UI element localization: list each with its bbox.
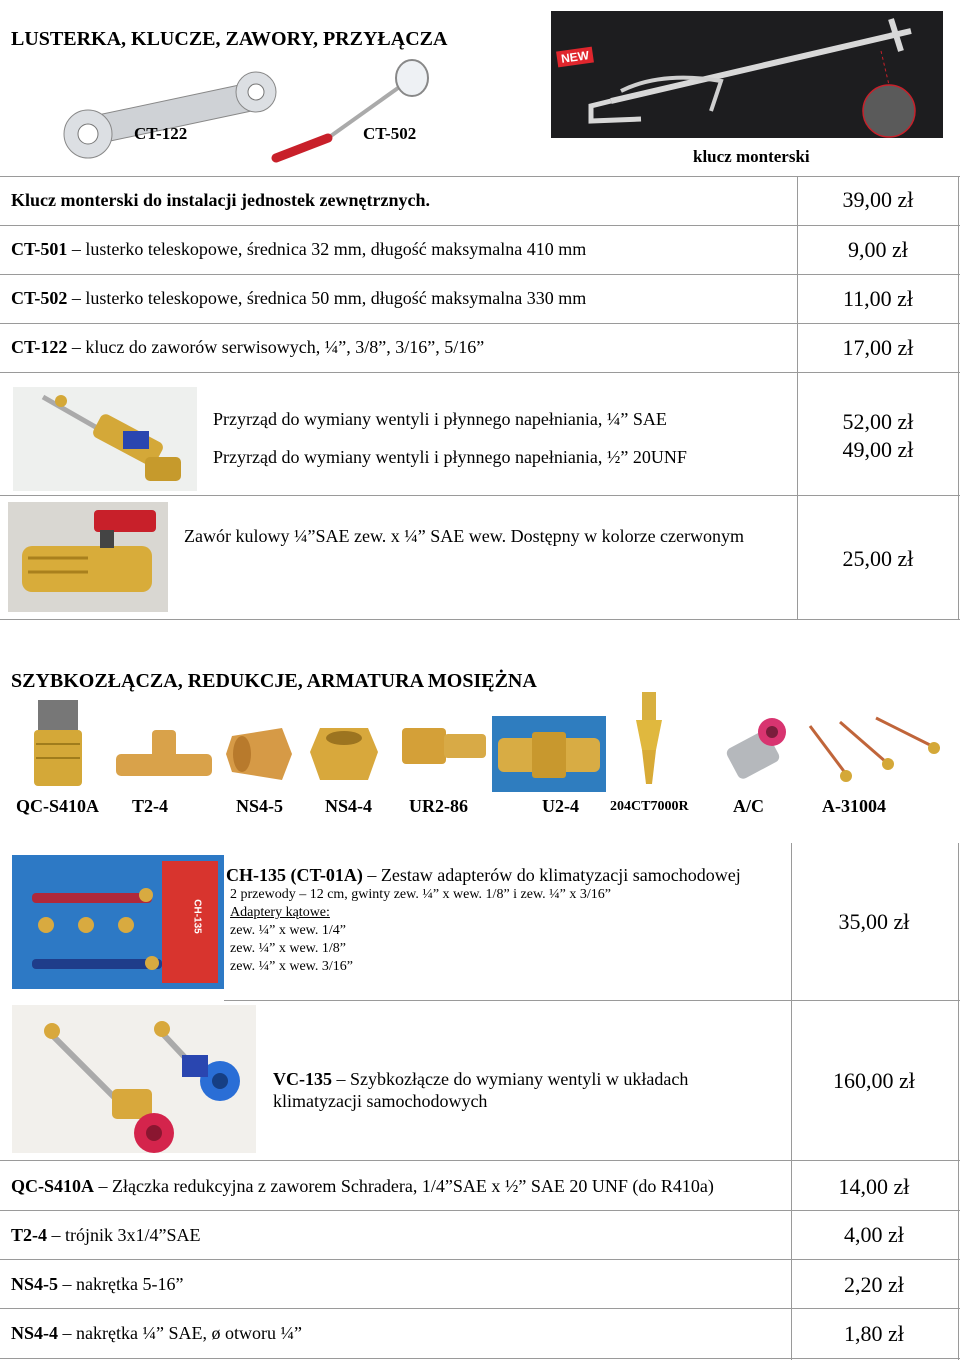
przyrzad-line2: Przyrząd do wymiany wentyli i płynnego napełniania, ½” 20UNF bbox=[213, 447, 687, 467]
ns4-4-code: NS4-4 bbox=[11, 1323, 59, 1343]
ch135-package-label: CH-135 bbox=[191, 899, 203, 934]
vc135-image bbox=[12, 1005, 256, 1153]
204ct7000r-image bbox=[634, 690, 664, 788]
ch135-line5: zew. ¼” x wew. 3/16” bbox=[230, 959, 353, 974]
label-ns4-4: NS4-4 bbox=[325, 796, 373, 816]
a-31004-image bbox=[806, 706, 944, 786]
ch135-title-text: – Zestaw adapterów do klimatyzacji samochodowej bbox=[362, 865, 741, 885]
ns4-5-image bbox=[222, 722, 296, 786]
label-ns4-5: NS4-5 bbox=[236, 796, 284, 816]
przyrzad-line1: Przyrząd do wymiany wentyli i płynnego napełniania, ¼” SAE bbox=[213, 409, 667, 429]
ct501-desc: – lusterko teleskopowe, średnica 32 mm, długość maksymalna 410 mm bbox=[67, 239, 587, 259]
price-ct501: 9,00 zł bbox=[848, 237, 908, 262]
qc-s410a-desc: – Złączka redukcyjna z zaworem Schradera, 1/4”SAE x ½” SAE 20 UNF (do R410a) bbox=[94, 1176, 714, 1196]
ur2-86-image bbox=[398, 716, 490, 774]
label-204ct7000r: 204CT7000R bbox=[610, 799, 689, 814]
t2-4-image bbox=[112, 726, 216, 784]
ct502-code: CT-502 bbox=[11, 288, 68, 308]
label-ur2-86: UR2-86 bbox=[409, 796, 468, 816]
ct502-mirror-image bbox=[268, 58, 438, 168]
ch135-title bbox=[226, 865, 741, 886]
ns4-5-desc: – nakrętka 5-16” bbox=[58, 1274, 184, 1294]
klucz-monterski-image bbox=[551, 11, 943, 138]
ns4-4-image bbox=[306, 718, 382, 786]
klucz-monterski-caption: klucz monterski bbox=[693, 147, 810, 166]
price-ns4-4: 1,80 zł bbox=[844, 1321, 904, 1346]
price-przyrzad-quarter: 52,00 zł bbox=[842, 409, 914, 434]
row-ct501 bbox=[11, 239, 586, 260]
t2-4-code: T2-4 bbox=[11, 1225, 47, 1245]
qc-s410a-code: QC-S410A bbox=[11, 1176, 95, 1196]
section-heading-lusterka: LUSTERKA, KLUCZE, ZAWORY, PRZYŁĄCZA bbox=[11, 28, 448, 50]
ns4-5-code: NS4-5 bbox=[11, 1274, 59, 1294]
vc135-desc bbox=[273, 1068, 743, 1112]
row-klucz-monterski: Klucz monterski do instalacji jednostek zewnętrznych. bbox=[11, 190, 430, 210]
ct122-desc: – klucz do zaworów serwisowych, ¼”, 3/8”, 3/16”, 5/16” bbox=[67, 337, 485, 357]
row-qc-s410a bbox=[11, 1176, 714, 1197]
ct502-image-label: CT-502 bbox=[363, 124, 417, 143]
price-przyrzad-half: 49,00 zł bbox=[842, 437, 914, 462]
row-t2-4 bbox=[11, 1225, 201, 1246]
ns4-4-desc: – nakrętka ¼” SAE, ø otworu ¼” bbox=[58, 1323, 302, 1343]
przyrzad-image bbox=[13, 387, 197, 491]
price-klucz-monterski: 39,00 zł bbox=[842, 187, 914, 212]
ch135-code: CH-135 (CT-01A) bbox=[226, 865, 363, 885]
row-ns4-4 bbox=[11, 1323, 302, 1344]
row-ct502 bbox=[11, 288, 586, 309]
price-qc-s410a: 14,00 zł bbox=[838, 1174, 910, 1199]
u2-4-image bbox=[492, 716, 606, 792]
qc-s410a-image bbox=[28, 694, 88, 792]
t2-4-desc: – trójnik 3x1/4”SAE bbox=[47, 1225, 201, 1245]
price-vc135: 160,00 zł bbox=[833, 1068, 915, 1093]
ch135-line4: zew. ¼” x wew. 1/8” bbox=[230, 941, 346, 956]
price-ch135: 35,00 zł bbox=[838, 909, 910, 934]
row-ct122 bbox=[11, 337, 484, 358]
vc135-code: VC-135 bbox=[273, 1069, 332, 1089]
ct122-code: CT-122 bbox=[11, 337, 68, 357]
price-ct122: 17,00 zł bbox=[842, 335, 914, 360]
ch135-line3: zew. ¼” x wew. 1/4” bbox=[230, 923, 346, 938]
ct122-image-label: CT-122 bbox=[134, 124, 188, 143]
label-t2-4: T2-4 bbox=[132, 796, 168, 816]
new-badge: NEW bbox=[556, 47, 594, 68]
ch135-line2: Adaptery kątowe: bbox=[230, 905, 330, 920]
label-qc-s410a: QC-S410A bbox=[16, 796, 100, 816]
ct501-code: CT-501 bbox=[11, 239, 68, 259]
ch135-package-image bbox=[12, 855, 224, 989]
section-heading-szybkozlacza: SZYBKOZŁĄCZA, REDUKCJE, ARMATURA MOSIĘŻNA bbox=[11, 670, 537, 692]
ct502-desc: – lusterko teleskopowe, średnica 50 mm, długość maksymalna 330 mm bbox=[67, 288, 587, 308]
ch135-line1: 2 przewody – 12 cm, gwinty zew. ¼” x wew. 1/8” i zew. ¼” x 3/16” bbox=[230, 887, 612, 902]
ac-coupler-image bbox=[718, 712, 790, 784]
price-ct502: 11,00 zł bbox=[842, 286, 914, 311]
label-ac: A/C bbox=[733, 796, 764, 816]
price-zawor-kulowy: 25,00 zł bbox=[842, 546, 914, 571]
vc135-desc-text: – Szybkozłącze do wymiany wentyli w układach klimatyzacji samochodowych bbox=[273, 1069, 689, 1111]
price-ns4-5: 2,20 zł bbox=[844, 1272, 904, 1297]
zawor-kulowy-desc: Zawór kulowy ¼”SAE zew. x ¼” SAE wew. Dostępny w kolorze czerwonym bbox=[184, 526, 745, 546]
row-ns4-5 bbox=[11, 1274, 183, 1295]
ct122-wrench-image bbox=[60, 70, 280, 160]
zawor-kulowy-image bbox=[8, 502, 168, 612]
price-t2-4: 4,00 zł bbox=[844, 1222, 904, 1247]
label-u2-4: U2-4 bbox=[542, 796, 579, 816]
label-a-31004: A-31004 bbox=[822, 796, 886, 816]
